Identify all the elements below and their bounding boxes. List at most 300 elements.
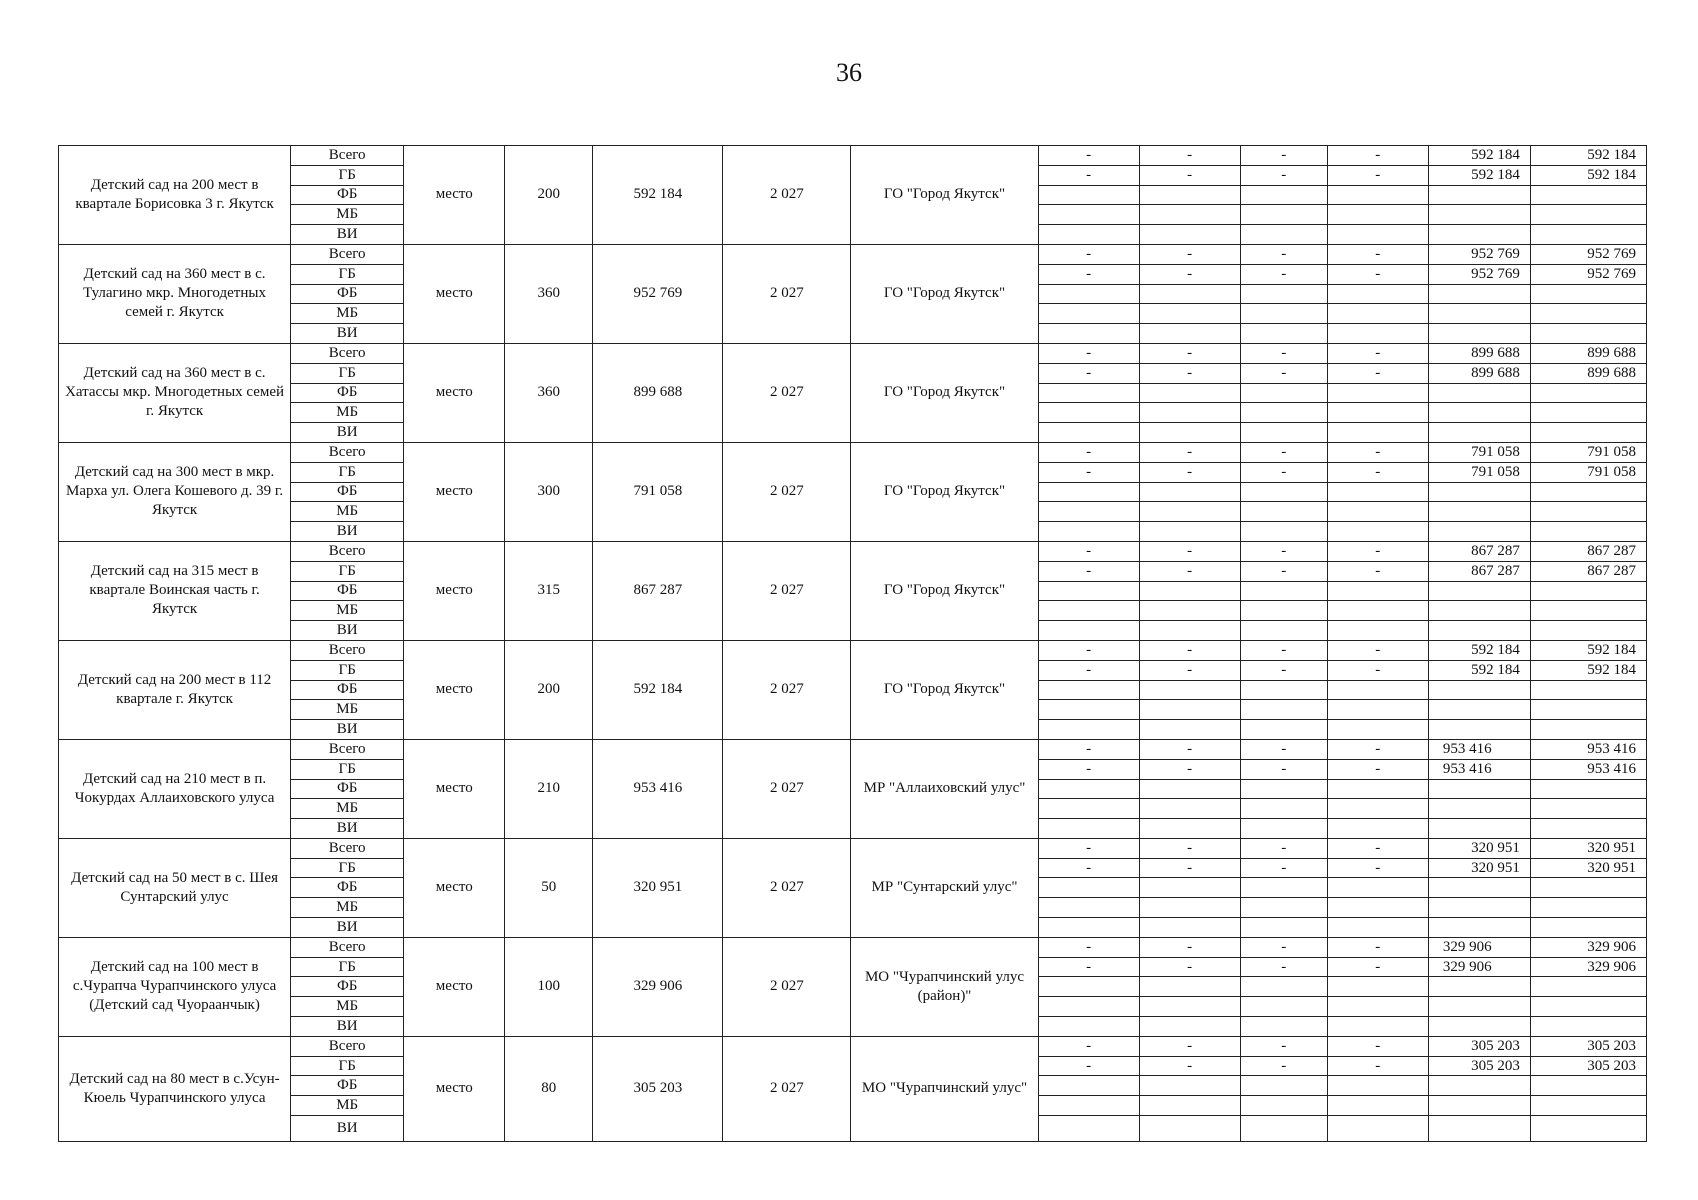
source-label: Всего: [291, 244, 404, 264]
year-value-cell: [1038, 700, 1139, 720]
year-cell: 2 027: [723, 640, 851, 739]
table-row: [59, 838, 1647, 858]
year-value-cell: [1038, 225, 1139, 245]
source-label: ГБ: [291, 165, 404, 185]
year-value-cell: -: [1139, 858, 1240, 878]
source-label: МБ: [291, 205, 404, 225]
sum-value-cell: [1530, 680, 1646, 700]
source-label: ВИ: [291, 1017, 404, 1037]
year-value-cell: [1240, 700, 1327, 720]
year-value-cell: -: [1240, 640, 1327, 660]
sum-value-cell: 320 951: [1530, 858, 1646, 878]
year-value-cell: [1038, 324, 1139, 344]
year-value-cell: -: [1327, 561, 1428, 581]
table-row: [59, 739, 1647, 759]
total-value-cell: 952 769: [1428, 244, 1530, 264]
year-value-cell: -: [1139, 442, 1240, 462]
source-label: ФБ: [291, 383, 404, 403]
source-label: ВИ: [291, 225, 404, 245]
sum-value-cell: [1530, 898, 1646, 918]
year-value-cell: [1327, 918, 1428, 938]
owner-cell: МО "Чурапчинский улус (район)": [851, 937, 1038, 1036]
year-value-cell: -: [1240, 462, 1327, 482]
year-value-cell: -: [1240, 838, 1327, 858]
year-value-cell: [1139, 779, 1240, 799]
source-label: МБ: [291, 601, 404, 621]
year-value-cell: [1240, 898, 1327, 918]
owner-cell: ГО "Город Якутск": [851, 343, 1038, 442]
source-label: Всего: [291, 442, 404, 462]
year-value-cell: [1139, 977, 1240, 997]
year-value-cell: -: [1139, 937, 1240, 957]
unit-cell: место: [404, 343, 505, 442]
year-value-cell: -: [1038, 462, 1139, 482]
year-value-cell: -: [1139, 462, 1240, 482]
year-value-cell: [1038, 502, 1139, 522]
sum-value-cell: 592 184: [1530, 165, 1646, 185]
cost-cell: 791 058: [593, 442, 723, 541]
year-value-cell: [1038, 1096, 1139, 1116]
year-cell: 2 027: [723, 244, 851, 343]
total-value-cell: [1428, 423, 1530, 443]
year-value-cell: [1240, 522, 1327, 542]
year-value-cell: [1038, 304, 1139, 324]
year-value-cell: [1139, 502, 1240, 522]
year-value-cell: -: [1139, 264, 1240, 284]
year-value-cell: [1038, 522, 1139, 542]
object-name-cell: Детский сад на 200 мест в квартале Борисовка 3 г. Якутск: [59, 146, 291, 245]
cost-cell: 592 184: [593, 146, 723, 245]
year-value-cell: [1240, 1096, 1327, 1116]
total-value-cell: [1428, 482, 1530, 502]
year-value-cell: -: [1327, 244, 1428, 264]
total-value-cell: 791 058: [1428, 462, 1530, 482]
year-value-cell: [1139, 205, 1240, 225]
sum-value-cell: [1530, 403, 1646, 423]
owner-cell: ГО "Город Якутск": [851, 244, 1038, 343]
year-value-cell: [1038, 1076, 1139, 1096]
year-value-cell: -: [1240, 541, 1327, 561]
sum-value-cell: 320 951: [1530, 838, 1646, 858]
year-value-cell: [1327, 185, 1428, 205]
capacity-cell: 200: [505, 640, 593, 739]
source-label: ГБ: [291, 858, 404, 878]
sum-value-cell: 791 058: [1530, 442, 1646, 462]
year-cell: 2 027: [723, 838, 851, 937]
year-value-cell: [1139, 1076, 1240, 1096]
source-label: ФБ: [291, 284, 404, 304]
object-name-cell: Детский сад на 360 мест в с. Хатассы мкр. Многодетных семей г. Якутск: [59, 343, 291, 442]
total-value-cell: [1428, 799, 1530, 819]
year-value-cell: -: [1038, 1056, 1139, 1076]
source-label: ФБ: [291, 779, 404, 799]
year-value-cell: [1240, 1076, 1327, 1096]
year-value-cell: [1038, 205, 1139, 225]
year-value-cell: [1139, 403, 1240, 423]
sum-value-cell: [1530, 324, 1646, 344]
year-cell: 2 027: [723, 343, 851, 442]
year-value-cell: [1038, 1116, 1139, 1142]
year-value-cell: -: [1240, 1036, 1327, 1056]
source-label: МБ: [291, 997, 404, 1017]
source-label: ВИ: [291, 1116, 404, 1142]
year-value-cell: [1038, 383, 1139, 403]
capacity-cell: 100: [505, 937, 593, 1036]
unit-cell: место: [404, 541, 505, 640]
year-value-cell: -: [1240, 660, 1327, 680]
sum-value-cell: 305 203: [1530, 1056, 1646, 1076]
capacity-cell: 210: [505, 739, 593, 838]
owner-cell: МО "Чурапчинский улус": [851, 1036, 1038, 1141]
year-value-cell: [1139, 997, 1240, 1017]
source-label: ГБ: [291, 1056, 404, 1076]
year-value-cell: [1327, 799, 1428, 819]
year-value-cell: -: [1038, 957, 1139, 977]
year-value-cell: -: [1139, 343, 1240, 363]
year-value-cell: [1327, 720, 1428, 740]
year-value-cell: [1327, 1116, 1428, 1142]
year-value-cell: -: [1139, 759, 1240, 779]
year-value-cell: [1038, 819, 1139, 839]
year-value-cell: [1327, 779, 1428, 799]
table-row: [59, 146, 1647, 166]
year-value-cell: [1240, 185, 1327, 205]
year-value-cell: -: [1139, 640, 1240, 660]
year-value-cell: -: [1327, 640, 1428, 660]
total-value-cell: [1428, 1116, 1530, 1142]
page-number: 36: [836, 58, 862, 87]
sum-value-cell: [1530, 383, 1646, 403]
year-value-cell: [1240, 1116, 1327, 1142]
table-row: [59, 244, 1647, 264]
source-label: Всего: [291, 541, 404, 561]
year-value-cell: -: [1240, 739, 1327, 759]
source-label: ФБ: [291, 581, 404, 601]
year-value-cell: [1038, 403, 1139, 423]
year-value-cell: [1327, 225, 1428, 245]
source-label: ВИ: [291, 324, 404, 344]
year-value-cell: [1240, 621, 1327, 641]
source-label: ВИ: [291, 522, 404, 542]
year-value-cell: [1139, 284, 1240, 304]
sum-value-cell: [1530, 819, 1646, 839]
year-value-cell: -: [1139, 1056, 1240, 1076]
year-value-cell: -: [1038, 363, 1139, 383]
source-label: Всего: [291, 739, 404, 759]
total-value-cell: 305 203: [1428, 1056, 1530, 1076]
source-label: МБ: [291, 700, 404, 720]
year-value-cell: [1240, 997, 1327, 1017]
sum-value-cell: [1530, 799, 1646, 819]
table-row: [59, 937, 1647, 957]
year-value-cell: -: [1240, 442, 1327, 462]
sum-value-cell: [1530, 205, 1646, 225]
sum-value-cell: 899 688: [1530, 343, 1646, 363]
source-label: Всего: [291, 343, 404, 363]
total-value-cell: 592 184: [1428, 146, 1530, 166]
year-value-cell: [1240, 403, 1327, 423]
year-value-cell: [1240, 779, 1327, 799]
year-value-cell: -: [1327, 343, 1428, 363]
year-value-cell: [1240, 502, 1327, 522]
year-value-cell: -: [1240, 957, 1327, 977]
year-value-cell: [1240, 423, 1327, 443]
sum-value-cell: [1530, 423, 1646, 443]
total-value-cell: [1428, 324, 1530, 344]
cost-cell: 952 769: [593, 244, 723, 343]
year-value-cell: [1240, 284, 1327, 304]
object-name-cell: Детский сад на 80 мест в с.Усун-Кюель Чурапчинского улуса: [59, 1036, 291, 1141]
year-value-cell: -: [1240, 363, 1327, 383]
source-label: ВИ: [291, 423, 404, 443]
sum-value-cell: [1530, 601, 1646, 621]
source-label: ВИ: [291, 621, 404, 641]
year-value-cell: -: [1240, 165, 1327, 185]
year-value-cell: [1327, 1076, 1428, 1096]
sum-value-cell: [1530, 621, 1646, 641]
sum-value-cell: 592 184: [1530, 660, 1646, 680]
source-label: ФБ: [291, 185, 404, 205]
year-value-cell: [1240, 383, 1327, 403]
year-value-cell: [1327, 601, 1428, 621]
year-value-cell: [1038, 482, 1139, 502]
sum-value-cell: [1530, 1116, 1646, 1142]
year-value-cell: [1327, 898, 1428, 918]
owner-cell: МР "Аллаиховский улус": [851, 739, 1038, 838]
total-value-cell: 329 906: [1428, 957, 1530, 977]
year-value-cell: [1240, 205, 1327, 225]
year-value-cell: [1038, 997, 1139, 1017]
source-label: ГБ: [291, 363, 404, 383]
year-value-cell: -: [1327, 264, 1428, 284]
cost-cell: 592 184: [593, 640, 723, 739]
year-cell: 2 027: [723, 1036, 851, 1141]
sum-value-cell: [1530, 1076, 1646, 1096]
year-value-cell: -: [1240, 146, 1327, 166]
total-value-cell: [1428, 977, 1530, 997]
source-label: МБ: [291, 1096, 404, 1116]
total-value-cell: 592 184: [1428, 660, 1530, 680]
year-value-cell: -: [1240, 759, 1327, 779]
capacity-cell: 360: [505, 343, 593, 442]
source-label: Всего: [291, 937, 404, 957]
table-row: [59, 541, 1647, 561]
year-value-cell: -: [1240, 244, 1327, 264]
year-value-cell: [1327, 680, 1428, 700]
year-value-cell: [1139, 898, 1240, 918]
owner-cell: ГО "Город Якутск": [851, 640, 1038, 739]
year-value-cell: [1240, 304, 1327, 324]
total-value-cell: 899 688: [1428, 363, 1530, 383]
year-value-cell: [1327, 522, 1428, 542]
total-value-cell: [1428, 720, 1530, 740]
source-label: МБ: [291, 799, 404, 819]
year-value-cell: -: [1139, 165, 1240, 185]
year-value-cell: [1240, 225, 1327, 245]
year-value-cell: [1240, 918, 1327, 938]
year-value-cell: -: [1139, 957, 1240, 977]
total-value-cell: [1428, 1096, 1530, 1116]
year-value-cell: -: [1139, 244, 1240, 264]
year-value-cell: -: [1038, 838, 1139, 858]
year-cell: 2 027: [723, 442, 851, 541]
year-value-cell: [1139, 601, 1240, 621]
year-value-cell: [1139, 878, 1240, 898]
year-value-cell: -: [1327, 858, 1428, 878]
year-value-cell: [1327, 581, 1428, 601]
year-value-cell: [1038, 601, 1139, 621]
total-value-cell: 320 951: [1428, 838, 1530, 858]
source-label: ГБ: [291, 759, 404, 779]
year-value-cell: [1327, 621, 1428, 641]
object-name-cell: Детский сад на 200 мест в 112 квартале г. Якутск: [59, 640, 291, 739]
year-value-cell: -: [1327, 739, 1428, 759]
year-value-cell: [1327, 403, 1428, 423]
year-value-cell: -: [1038, 1036, 1139, 1056]
capacity-cell: 300: [505, 442, 593, 541]
owner-cell: ГО "Город Якутск": [851, 541, 1038, 640]
sum-value-cell: 592 184: [1530, 640, 1646, 660]
source-label: ВИ: [291, 918, 404, 938]
year-value-cell: -: [1139, 363, 1240, 383]
total-value-cell: [1428, 621, 1530, 641]
source-label: ГБ: [291, 462, 404, 482]
total-value-cell: 592 184: [1428, 640, 1530, 660]
year-value-cell: -: [1038, 165, 1139, 185]
year-value-cell: -: [1327, 937, 1428, 957]
year-value-cell: [1139, 304, 1240, 324]
capacity-cell: 200: [505, 146, 593, 245]
source-label: ГБ: [291, 957, 404, 977]
year-value-cell: [1139, 621, 1240, 641]
year-cell: 2 027: [723, 146, 851, 245]
total-value-cell: [1428, 997, 1530, 1017]
total-value-cell: 953 416: [1428, 739, 1530, 759]
year-value-cell: -: [1327, 442, 1428, 462]
sum-value-cell: [1530, 700, 1646, 720]
sum-value-cell: [1530, 225, 1646, 245]
source-label: МБ: [291, 502, 404, 522]
total-value-cell: [1428, 700, 1530, 720]
unit-cell: место: [404, 937, 505, 1036]
unit-cell: место: [404, 838, 505, 937]
capacity-cell: 360: [505, 244, 593, 343]
year-value-cell: [1327, 997, 1428, 1017]
total-value-cell: [1428, 1017, 1530, 1037]
year-cell: 2 027: [723, 937, 851, 1036]
source-label: ВИ: [291, 720, 404, 740]
year-value-cell: [1327, 819, 1428, 839]
year-value-cell: -: [1240, 937, 1327, 957]
year-value-cell: [1240, 680, 1327, 700]
year-value-cell: [1038, 185, 1139, 205]
year-value-cell: [1327, 977, 1428, 997]
year-value-cell: [1038, 581, 1139, 601]
source-label: Всего: [291, 838, 404, 858]
sum-value-cell: 899 688: [1530, 363, 1646, 383]
total-value-cell: [1428, 1076, 1530, 1096]
object-name-cell: Детский сад на 50 мест в с. Шея Сунтарский улус: [59, 838, 291, 937]
year-value-cell: [1139, 185, 1240, 205]
sum-value-cell: 305 203: [1530, 1036, 1646, 1056]
total-value-cell: [1428, 819, 1530, 839]
year-value-cell: [1240, 878, 1327, 898]
source-label: ФБ: [291, 482, 404, 502]
owner-cell: МР "Сунтарский улус": [851, 838, 1038, 937]
year-value-cell: [1139, 383, 1240, 403]
source-label: Всего: [291, 1036, 404, 1056]
sum-value-cell: [1530, 185, 1646, 205]
sum-value-cell: [1530, 304, 1646, 324]
year-value-cell: -: [1038, 759, 1139, 779]
total-value-cell: 329 906: [1428, 937, 1530, 957]
year-value-cell: -: [1240, 561, 1327, 581]
total-value-cell: 791 058: [1428, 442, 1530, 462]
year-value-cell: [1327, 482, 1428, 502]
cost-cell: 953 416: [593, 739, 723, 838]
sum-value-cell: 592 184: [1530, 146, 1646, 166]
object-name-cell: Детский сад на 315 мест в квартале Воинская часть г. Якутск: [59, 541, 291, 640]
sum-value-cell: [1530, 522, 1646, 542]
object-name-cell: Детский сад на 100 мест в с.Чурапча Чурапчинского улуса (Детский сад Чуораанчык): [59, 937, 291, 1036]
year-value-cell: -: [1139, 1036, 1240, 1056]
table-row: [59, 640, 1647, 660]
source-label: ФБ: [291, 680, 404, 700]
sum-value-cell: 867 287: [1530, 561, 1646, 581]
year-value-cell: [1240, 482, 1327, 502]
year-value-cell: [1240, 1017, 1327, 1037]
sum-value-cell: [1530, 977, 1646, 997]
total-value-cell: [1428, 304, 1530, 324]
year-value-cell: [1240, 799, 1327, 819]
year-value-cell: [1139, 482, 1240, 502]
source-label: ГБ: [291, 660, 404, 680]
sum-value-cell: [1530, 779, 1646, 799]
year-value-cell: -: [1038, 739, 1139, 759]
object-name-cell: Детский сад на 360 мест в с. Тулагино мкр. Многодетных семей г. Якутск: [59, 244, 291, 343]
total-value-cell: [1428, 522, 1530, 542]
year-value-cell: -: [1327, 146, 1428, 166]
total-value-cell: 867 287: [1428, 561, 1530, 581]
total-value-cell: 899 688: [1428, 343, 1530, 363]
total-value-cell: [1428, 205, 1530, 225]
sum-value-cell: [1530, 1096, 1646, 1116]
sum-value-cell: [1530, 1017, 1646, 1037]
table-row: [59, 1036, 1647, 1056]
year-value-cell: [1139, 720, 1240, 740]
year-value-cell: [1327, 1096, 1428, 1116]
year-value-cell: [1139, 225, 1240, 245]
year-value-cell: [1139, 700, 1240, 720]
year-value-cell: [1038, 878, 1139, 898]
sum-value-cell: [1530, 502, 1646, 522]
year-value-cell: -: [1327, 1036, 1428, 1056]
object-name-cell: Детский сад на 210 мест в п. Чокурдах Аллаиховского улуса: [59, 739, 291, 838]
year-value-cell: [1139, 1116, 1240, 1142]
sum-value-cell: 953 416: [1530, 759, 1646, 779]
source-label: МБ: [291, 304, 404, 324]
year-value-cell: -: [1327, 462, 1428, 482]
total-value-cell: [1428, 680, 1530, 700]
cost-cell: 867 287: [593, 541, 723, 640]
year-value-cell: [1327, 304, 1428, 324]
source-label: МБ: [291, 403, 404, 423]
year-value-cell: [1139, 324, 1240, 344]
year-value-cell: -: [1139, 541, 1240, 561]
year-value-cell: [1139, 918, 1240, 938]
year-value-cell: [1327, 700, 1428, 720]
sum-value-cell: 791 058: [1530, 462, 1646, 482]
